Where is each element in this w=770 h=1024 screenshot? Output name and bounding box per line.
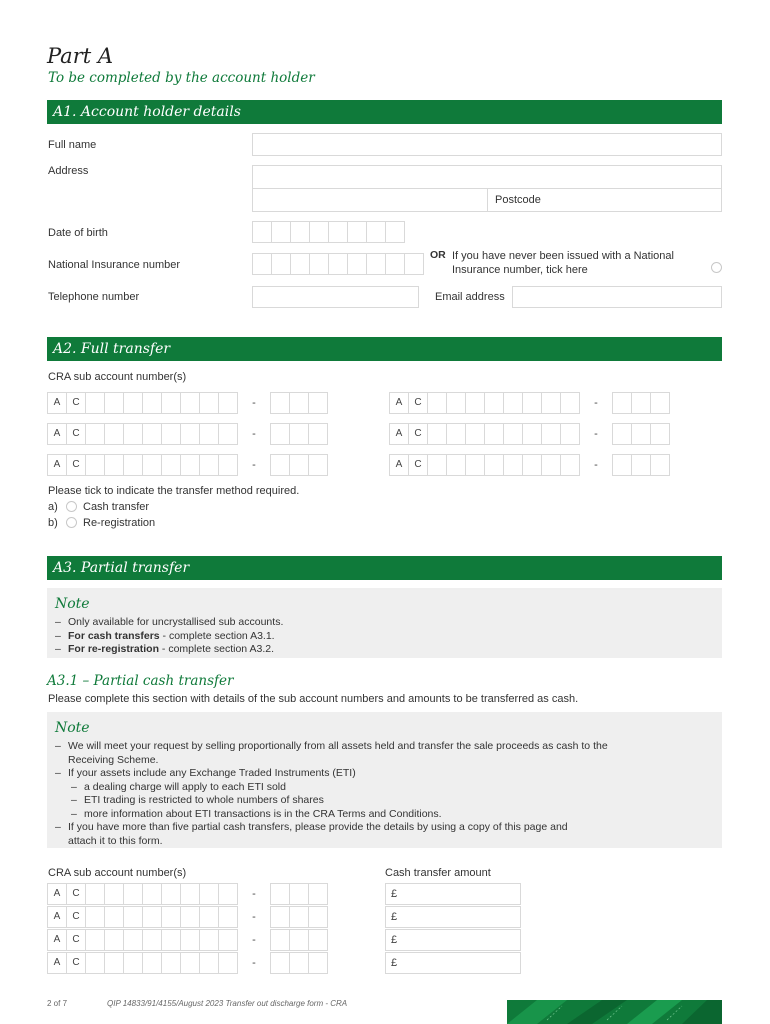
email-input[interactable] — [512, 286, 722, 308]
note-subline: – ETI trading is restricted to whole numbers of shares — [71, 794, 324, 806]
digit-cell[interactable] — [123, 952, 143, 974]
separator-dash: - — [252, 888, 256, 900]
ni-cell[interactable] — [328, 253, 348, 275]
address-line-1-input[interactable] — [252, 165, 722, 189]
note-subline: – a dealing charge will apply to each ETI sold — [71, 780, 286, 793]
ni-cell[interactable] — [290, 253, 310, 275]
digit-cell[interactable] — [484, 392, 504, 414]
prefix-a: A — [389, 454, 409, 476]
dob-cell[interactable] — [328, 221, 348, 243]
prefix-c: C — [66, 906, 86, 928]
no-ni-text — [452, 249, 674, 277]
dob-cell[interactable] — [309, 221, 329, 243]
prefix-a: A — [47, 392, 67, 414]
suffix-cell[interactable] — [270, 423, 290, 445]
brand-pattern — [507, 1000, 722, 1024]
digit-cell[interactable] — [503, 454, 523, 476]
brand-pattern-graphic — [507, 1000, 722, 1024]
a2-account-row[interactable] — [389, 423, 670, 445]
digit-cell[interactable] — [446, 392, 466, 414]
cash-amount-label: Cash transfer amount — [385, 867, 491, 879]
cash-amount-input[interactable]: £ — [385, 929, 521, 951]
digit-cell[interactable] — [123, 392, 143, 414]
suffix-cell[interactable] — [612, 392, 632, 414]
dob-cell[interactable] — [347, 221, 367, 243]
digit-cell[interactable] — [180, 906, 200, 928]
page-title: Part A — [47, 44, 114, 68]
digit-cell[interactable] — [104, 906, 124, 928]
digit-cell[interactable] — [104, 423, 124, 445]
prefix-a: A — [47, 423, 67, 445]
digit-cell[interactable] — [484, 454, 504, 476]
dob-cell[interactable] — [252, 221, 272, 243]
digit-cell[interactable] — [199, 454, 219, 476]
a2-account-row[interactable] — [389, 392, 670, 414]
suffix-cell[interactable] — [308, 952, 328, 974]
section-a31-heading: A3.1 – Partial cash transfer — [47, 673, 234, 689]
digit-cell[interactable] — [161, 392, 181, 414]
digit-cell[interactable] — [199, 883, 219, 905]
suffix-cell[interactable] — [631, 423, 651, 445]
digit-cell[interactable] — [199, 906, 219, 928]
a2-sub-account-label: CRA sub account number(s) — [48, 371, 187, 383]
a31-account-row[interactable] — [47, 952, 328, 974]
suffix-cell[interactable] — [650, 423, 670, 445]
digit-cell[interactable] — [142, 929, 162, 951]
suffix-cell[interactable] — [308, 883, 328, 905]
digit-cell[interactable] — [85, 883, 105, 905]
re-registration-radio[interactable] — [66, 517, 77, 528]
digit-cell[interactable] — [104, 952, 124, 974]
a2-account-row[interactable] — [47, 454, 328, 476]
prefix-c: C — [66, 423, 86, 445]
digit-cell[interactable] — [85, 423, 105, 445]
address-line-2-input[interactable] — [252, 188, 488, 212]
digit-cell[interactable] — [199, 423, 219, 445]
digit-cell[interactable] — [199, 392, 219, 414]
a31-account-row[interactable] — [47, 906, 328, 928]
suffix-cell[interactable] — [308, 423, 328, 445]
digit-cell[interactable] — [142, 906, 162, 928]
digit-cell[interactable] — [142, 952, 162, 974]
prefix-a: A — [47, 906, 67, 928]
suffix-cell[interactable] — [270, 883, 290, 905]
doc-reference: QIP 14833/91/4155/August 2023 Transfer out discharge form - CRA — [107, 999, 348, 1008]
digit-cell[interactable] — [446, 454, 466, 476]
digit-cell[interactable] — [104, 392, 124, 414]
or-label: OR — [430, 249, 446, 261]
digit-cell[interactable] — [85, 454, 105, 476]
dob-input[interactable] — [252, 221, 405, 243]
suffix-cell[interactable] — [270, 454, 290, 476]
digit-cell[interactable] — [541, 392, 561, 414]
suffix-cell[interactable] — [308, 906, 328, 928]
cash-amount-input[interactable]: £ — [385, 906, 521, 928]
separator-dash: - — [594, 428, 598, 440]
suffix-cell[interactable] — [308, 929, 328, 951]
section-a3-heading: A3. Partial transfer — [47, 556, 722, 580]
digit-cell[interactable] — [427, 454, 447, 476]
postcode-label: Postcode — [495, 194, 541, 206]
a3-note — [47, 588, 722, 658]
section-a2-heading: A2. Full transfer — [47, 337, 722, 361]
prefix-a: A — [47, 929, 67, 951]
dob-label: Date of birth — [48, 227, 108, 239]
cash-transfer-radio[interactable] — [66, 501, 77, 512]
suffix-cell[interactable] — [612, 454, 632, 476]
cash-transfer-label: Cash transfer — [83, 501, 150, 513]
suffix-cell[interactable] — [270, 952, 290, 974]
suffix-cell[interactable] — [308, 454, 328, 476]
separator-dash: - — [252, 428, 256, 440]
dob-cell[interactable] — [366, 221, 386, 243]
digit-cell[interactable] — [465, 392, 485, 414]
digit-cell[interactable] — [541, 454, 561, 476]
separator-dash: - — [594, 397, 598, 409]
digit-cell[interactable] — [123, 883, 143, 905]
digit-cell[interactable] — [161, 906, 181, 928]
separator-dash: - — [594, 459, 598, 471]
digit-cell[interactable] — [218, 423, 238, 445]
a2-account-row[interactable] — [389, 454, 670, 476]
digit-cell[interactable] — [161, 952, 181, 974]
digit-cell[interactable] — [85, 906, 105, 928]
suffix-cell[interactable] — [289, 883, 309, 905]
digit-cell[interactable] — [218, 392, 238, 414]
digit-cell[interactable] — [161, 929, 181, 951]
digit-cell[interactable] — [104, 883, 124, 905]
postcode-input[interactable] — [487, 188, 722, 212]
suffix-cell[interactable] — [650, 392, 670, 414]
digit-cell[interactable] — [522, 454, 542, 476]
digit-cell[interactable] — [218, 929, 238, 951]
digit-cell[interactable] — [465, 454, 485, 476]
no-ni-checkbox[interactable] — [711, 262, 722, 273]
a2-account-row[interactable] — [47, 392, 328, 414]
a31-account-row[interactable] — [47, 929, 328, 951]
separator-dash: - — [252, 459, 256, 471]
prefix-c: C — [66, 392, 86, 414]
digit-cell[interactable] — [427, 423, 447, 445]
ni-cell[interactable] — [271, 253, 291, 275]
a31-sub-account-label: CRA sub account number(s) — [48, 867, 187, 879]
a31-account-row[interactable] — [47, 883, 328, 905]
no-ni-text-line2: Insurance number, tick here — [452, 264, 588, 276]
suffix-cell[interactable] — [631, 392, 651, 414]
option-b-letter: b) — [48, 517, 58, 529]
prefix-a: A — [47, 883, 67, 905]
digit-cell[interactable] — [199, 952, 219, 974]
note-title: Note — [55, 720, 90, 736]
prefix-c: C — [408, 423, 428, 445]
digit-cell[interactable] — [104, 454, 124, 476]
note-subline: – more information about ETI transactions is in the CRA Terms and Conditions. — [71, 807, 442, 820]
digit-cell[interactable] — [427, 392, 447, 414]
note-line: attach it to this form. — [68, 834, 163, 847]
prefix-c: C — [408, 392, 428, 414]
digit-cell[interactable] — [484, 423, 504, 445]
digit-cell[interactable] — [142, 423, 162, 445]
ni-cell[interactable] — [347, 253, 367, 275]
email-label: Email address — [435, 291, 505, 303]
suffix-cell[interactable] — [612, 423, 632, 445]
digit-cell[interactable] — [142, 392, 162, 414]
a31-note — [47, 712, 722, 848]
digit-cell[interactable] — [180, 929, 200, 951]
digit-cell[interactable] — [104, 929, 124, 951]
dob-cell[interactable] — [290, 221, 310, 243]
digit-cell[interactable] — [503, 392, 523, 414]
digit-cell[interactable] — [161, 423, 181, 445]
digit-cell[interactable] — [180, 392, 200, 414]
suffix-cell[interactable] — [650, 454, 670, 476]
digit-cell[interactable] — [560, 392, 580, 414]
suffix-cell[interactable] — [270, 929, 290, 951]
suffix-cell[interactable] — [270, 906, 290, 928]
suffix-cell[interactable] — [289, 392, 309, 414]
cash-amount-input[interactable]: £ — [385, 883, 521, 905]
prefix-c: C — [66, 929, 86, 951]
digit-cell[interactable] — [199, 929, 219, 951]
separator-dash: - — [252, 957, 256, 969]
suffix-cell[interactable] — [289, 906, 309, 928]
page-subtitle: To be completed by the account holder — [48, 70, 315, 86]
section-a1-heading: A1. Account holder details — [47, 100, 722, 124]
digit-cell[interactable] — [218, 454, 238, 476]
dob-cell[interactable] — [385, 221, 405, 243]
digit-cell[interactable] — [560, 423, 580, 445]
full-name-input[interactable] — [252, 133, 722, 156]
digit-cell[interactable] — [161, 883, 181, 905]
prefix-c: C — [66, 883, 86, 905]
prefix-a: A — [47, 952, 67, 974]
digit-cell[interactable] — [180, 883, 200, 905]
note-line: – Only available for uncrystallised sub accounts. — [55, 616, 284, 628]
digit-cell[interactable] — [85, 952, 105, 974]
ni-label: National Insurance number — [48, 259, 181, 271]
note-line: – For re-registration - complete section A3.2. — [55, 643, 274, 655]
page-number: 2 of 7 — [47, 999, 68, 1008]
digit-cell[interactable] — [180, 454, 200, 476]
suffix-cell[interactable] — [308, 392, 328, 414]
telephone-input[interactable] — [252, 286, 419, 308]
digit-cell[interactable] — [180, 423, 200, 445]
note-line: Receiving Scheme. — [68, 753, 159, 766]
transfer-method-prompt: Please tick to indicate the transfer method required. — [48, 485, 300, 497]
dob-cell[interactable] — [271, 221, 291, 243]
digit-cell[interactable] — [85, 392, 105, 414]
digit-cell[interactable] — [123, 906, 143, 928]
note-title: Note — [55, 596, 90, 612]
suffix-cell[interactable] — [289, 423, 309, 445]
digit-cell[interactable] — [218, 952, 238, 974]
telephone-label: Telephone number — [48, 291, 140, 303]
a31-intro: Please complete this section with details of the sub account numbers and amounts to be transferred as cash. — [48, 693, 579, 705]
digit-cell[interactable] — [142, 883, 162, 905]
note-line: – If you have more than five partial cash transfers, please provide the details by using a copy of this page and — [55, 821, 568, 833]
a2-account-row[interactable] — [47, 423, 328, 445]
full-name-label: Full name — [48, 139, 97, 151]
digit-cell[interactable] — [123, 929, 143, 951]
digit-cell[interactable] — [465, 423, 485, 445]
note-line: – We will meet your request by selling proportionally from all assets held and transfer the sale proceeds as cash to the — [55, 740, 608, 752]
digit-cell[interactable] — [446, 423, 466, 445]
ni-cell[interactable] — [252, 253, 272, 275]
separator-dash: - — [252, 397, 256, 409]
digit-cell[interactable] — [142, 454, 162, 476]
prefix-c: C — [66, 454, 86, 476]
digit-cell[interactable] — [218, 883, 238, 905]
address-label: Address — [48, 165, 89, 177]
digit-cell[interactable] — [180, 952, 200, 974]
prefix-c: C — [66, 952, 86, 974]
digit-cell[interactable] — [123, 454, 143, 476]
cash-amount-input[interactable]: £ — [385, 952, 521, 974]
prefix-a: A — [47, 454, 67, 476]
digit-cell[interactable] — [218, 906, 238, 928]
digit-cell[interactable] — [85, 929, 105, 951]
suffix-cell[interactable] — [289, 929, 309, 951]
option-a-letter: a) — [48, 501, 58, 513]
digit-cell[interactable] — [161, 454, 181, 476]
note-line: – For cash transfers - complete section A3.1. — [55, 629, 275, 642]
ni-cell[interactable] — [309, 253, 329, 275]
note-line: – If your assets include any Exchange Traded Instruments (ETI) — [55, 767, 356, 779]
prefix-c: C — [408, 454, 428, 476]
suffix-cell[interactable] — [289, 454, 309, 476]
prefix-a: A — [389, 392, 409, 414]
digit-cell[interactable] — [522, 392, 542, 414]
suffix-cell[interactable] — [270, 392, 290, 414]
suffix-cell[interactable] — [631, 454, 651, 476]
separator-dash: - — [252, 911, 256, 923]
separator-dash: - — [252, 934, 256, 946]
digit-cell[interactable] — [123, 423, 143, 445]
ni-input[interactable] — [252, 253, 424, 275]
suffix-cell[interactable] — [289, 952, 309, 974]
ni-cell[interactable] — [404, 253, 424, 275]
ni-cell[interactable] — [366, 253, 386, 275]
ni-cell[interactable] — [385, 253, 405, 275]
no-ni-text-line1: If you have never been issued with a National — [452, 250, 674, 262]
digit-cell[interactable] — [503, 423, 523, 445]
digit-cell[interactable] — [522, 423, 542, 445]
prefix-a: A — [389, 423, 409, 445]
digit-cell[interactable] — [560, 454, 580, 476]
digit-cell[interactable] — [541, 423, 561, 445]
re-registration-label: Re-registration — [83, 517, 156, 529]
